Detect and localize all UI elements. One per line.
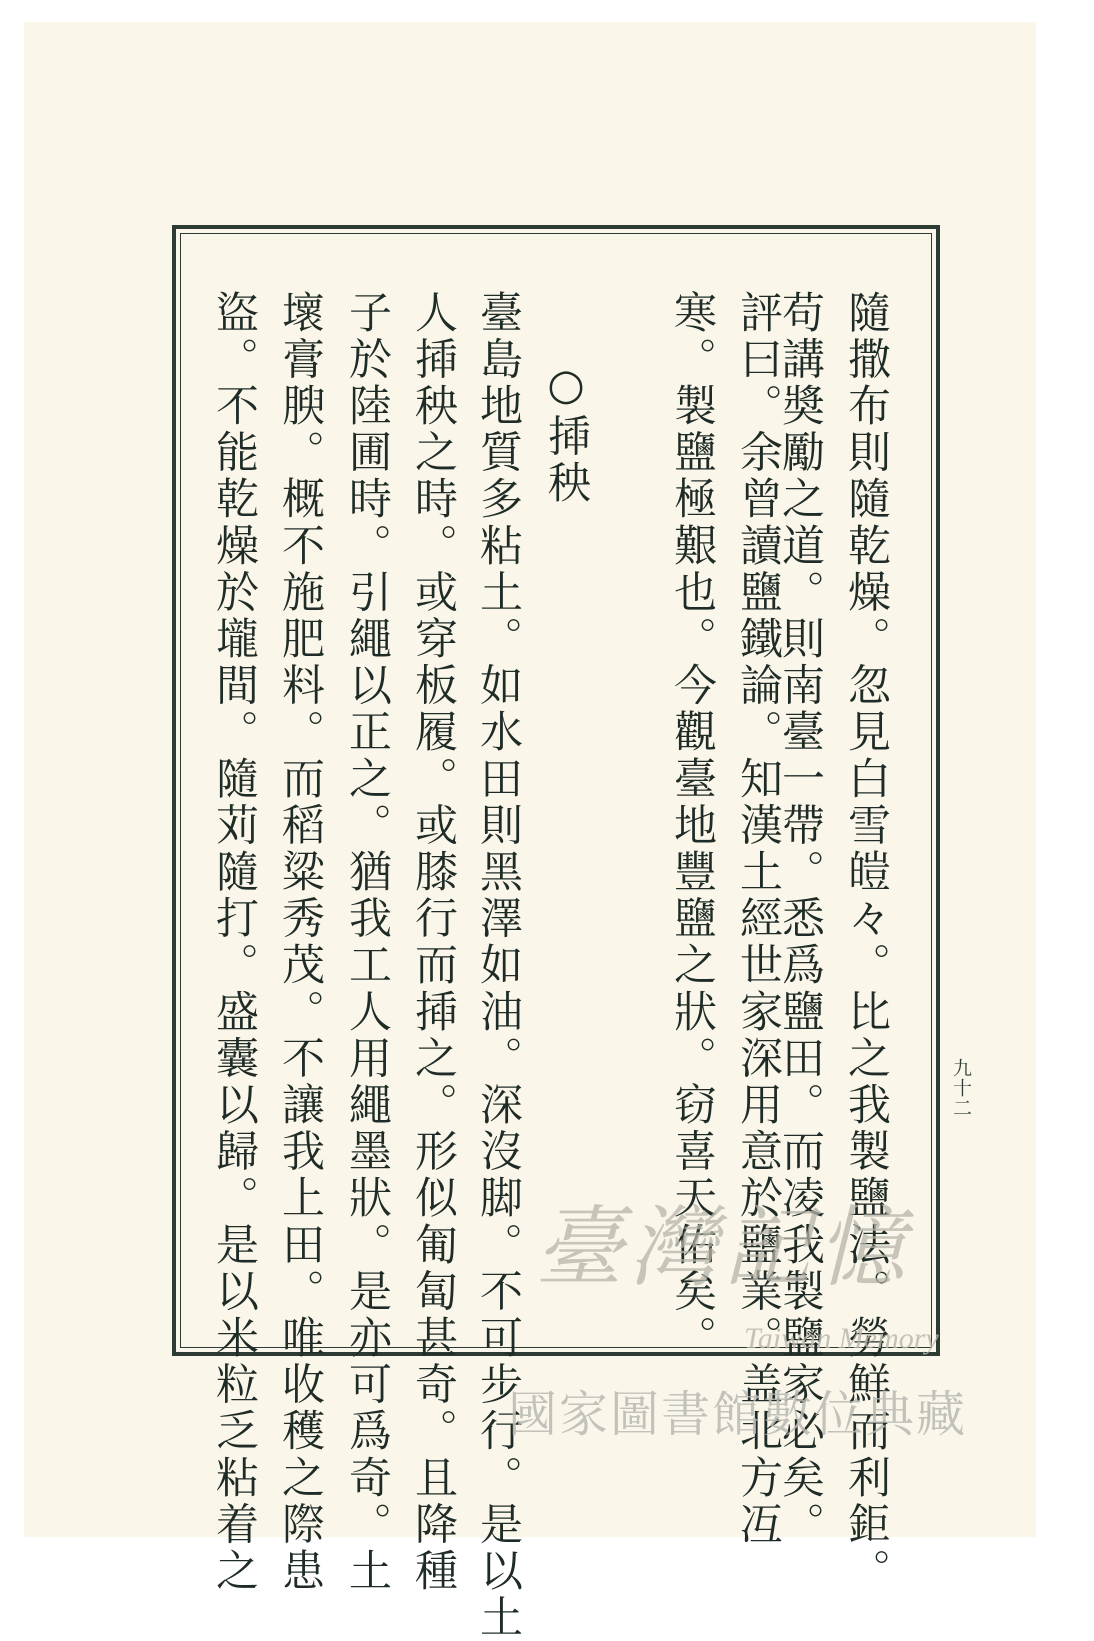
- watermark-logo-script: 臺灣記憶: [535, 1196, 912, 1299]
- text-column-1: 隨撒布則隨乾燥。忽見白雪皚々。比之我製鹽法。勞鮮而利鉅。: [841, 290, 891, 1595]
- text-column-2: 苟講奬勵之道。則南臺一帶。悉爲鹽田。而凌我製鹽家必矣。: [775, 290, 825, 1549]
- text-column-3: 評曰。余曾讀鹽鐵論。知漢土經世家深用意於鹽業。盖北方冱: [733, 290, 783, 1549]
- section-heading: ○揷秧: [541, 360, 591, 507]
- watermark-english: Taiwan Memory: [744, 1322, 939, 1355]
- text-column-9: 壞膏腴。概不施肥料。而稻粱秀茂。不讓我上田。唯收穫之際患: [275, 290, 325, 1595]
- text-column-10: 盜。不能乾燥於壠間。隨苅隨打。盛囊以歸。是以米粒乏粘着之: [209, 290, 259, 1595]
- text-column-7: 人揷秧之時。或穿板履。或膝行而揷之。形似匍匐甚奇。且降種: [408, 290, 458, 1595]
- text-column-8: 子於陸圃時。引繩以正之。猶我工人用繩墨狀。是亦可爲奇。土: [342, 290, 392, 1595]
- watermark-chinese: 國家圖書館數位典藏: [508, 1386, 968, 1443]
- page-number: 九十二: [950, 1058, 972, 1118]
- text-column-4: 寒。製鹽極艱也。今觀臺地豐鹽之狀。窃喜天佑矣。: [667, 290, 717, 1362]
- text-column-6: 臺島地質多粘土。如水田則黑澤如油。深沒脚。不可步行。是以土: [473, 290, 523, 1641]
